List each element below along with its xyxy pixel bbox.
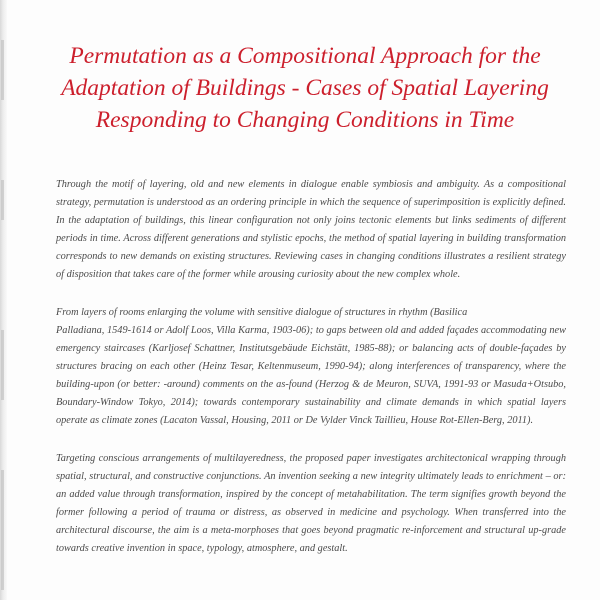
- abstract-paragraph-2-rest: Palladiana, 1549-1614 or Adolf Loos, Villa Karma, 1903-06); to gaps between old and added façades accommodating new emergency staircases (Karljosef Schattner, Institutsgebäude Eichstätt, 1985-88); or balancing acts of double-façades by structures bracing on each other (Heinz Tesar, Keltenmuseum, 1990-94); along interferences of transparency, where the building-upon (or better: -around) comments on the as-found (Herzog & de Meuron, SUVA, 1991-93 or Masuda+Otsubo, Boundary-Window Tokyo, 2014); towards contemporary sustainability and climate demands in which spatial layers operate as climate zones (Lacaton Vassal, Housing, 2011 or De Vylder Vinck Taillieu, House Rot-Ellen-Berg, 2011).: [56, 325, 566, 426]
- abstract-body: [56, 176, 566, 578]
- abstract-paragraph-2: [56, 304, 566, 430]
- page-edge-shadow: [0, 0, 7, 600]
- abstract-paragraph-2-first-line: From layers of rooms enlarging the volume with sensitive dialogue of structures in rhythm (Basilica: [56, 307, 468, 318]
- abstract-paragraph-1: Through the motif of layering, old and new elements in dialogue enable symbiosis and ambiguity. As a compositional strategy, permutation is understood as an ordering principle in which the sequence of superimposition is explicitly defined. In the adaptation of buildings, this linear configuration not only joins tectonic elements but links sediments of different periods in time. Across different generations and stylistic epochs, the method of spatial layering in building transformation corresponds to new demands on existing structures. Reviewing cases in changing conditions illustrates a resilient strategy of disposition that takes care of the former while arousing curiosity about the new complex whole.: [56, 179, 566, 280]
- abstract-paragraph-3: Targeting conscious arrangements of multilayeredness, the proposed paper investigates architectonical wrapping through spatial, structural, and constructive conjunctions. An invention seeking a new integrity ultimately leads to enrichment – or: an added value through transformation, inspired by the concept of metahabilitation. The term signifies growth beyond the former following a period of trauma or distress, as observed in medicine and psychology. When transferred into the architectural discourse, the aim is a meta-morphoses that goes beyond pragmatic re-inforcement and structural up-grade towards creative invention in space, typology, atmosphere, and gestalt.: [56, 453, 566, 554]
- paper-title: Permutation as a Compositional Approach for the Adaptation of Buildings - Cases of Spatial Layering Responding to Changing Conditions in Time: [61, 43, 549, 133]
